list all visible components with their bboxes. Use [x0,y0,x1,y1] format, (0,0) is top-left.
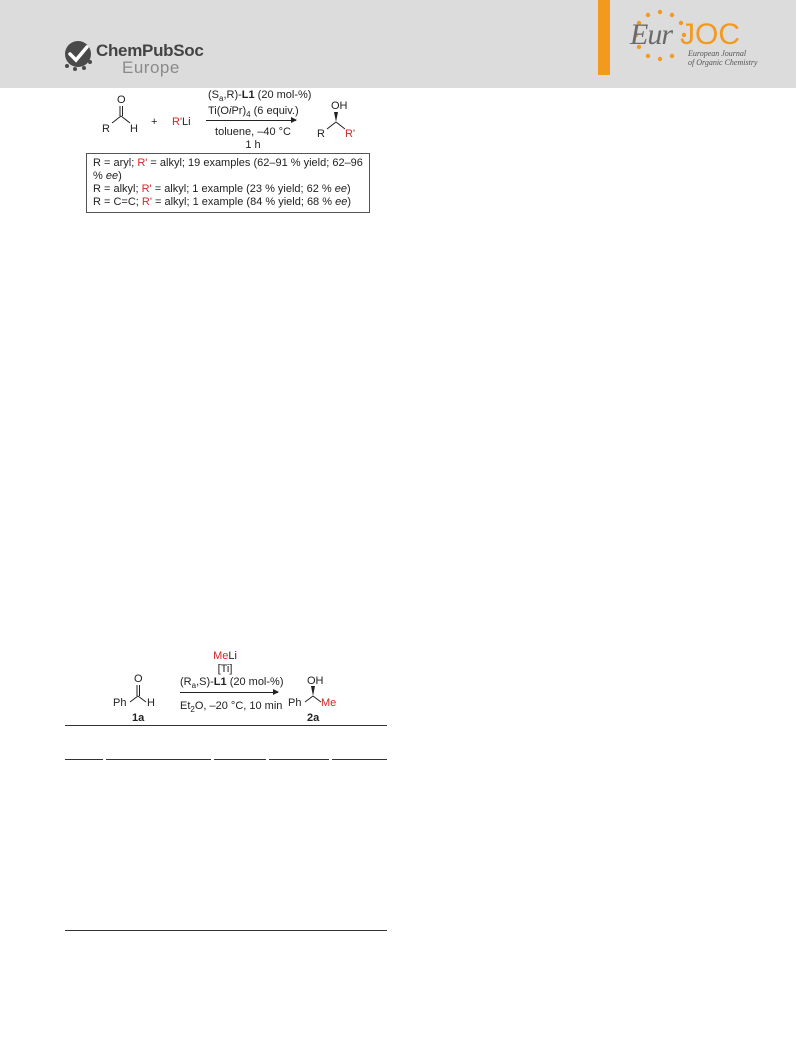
scope-row-aryl: R = aryl; R' = alkyl; 19 examples (62–91 % yield; 62–96 % ee) [93,157,363,182]
table-header-rule-segment [106,759,211,760]
substrate-phenyl: Ph [113,697,127,709]
scheme-2-conditions-bottom: $Et_2O$, –20 °C, 10 min [180,700,283,715]
table-header-rule-segment [332,759,387,760]
aldehyde-h: H [130,123,138,135]
titanium-reagent: [Ti] [217,663,233,675]
publisher-region: Europe [122,58,180,77]
catalyst-ligand: $(S_a,R)-L1$ (20 mol-%) [208,89,312,104]
aldehyde-r: R [102,123,110,135]
table-header-rule-segment [65,759,103,760]
product-label: 2a [307,712,320,724]
reaction-arrow-2 [180,692,278,693]
product-phenyl: Ph [288,697,302,709]
scope-row-alkyl: R = alkyl; R' = alkyl; 1 example (23 % yield; 62 % ee) [93,183,351,195]
substrate-oxygen: O [134,673,143,685]
journal-name-eur: Eur [630,18,672,51]
scheme-1-conditions-bottom: toluene, –40 °C 1 h [215,126,291,151]
substrate-h: H [147,697,155,709]
product-oh-2: OH [307,675,324,687]
publisher-name: ChemPubSoc [96,41,204,60]
product-r-prime: R' [345,128,356,140]
titanium-additive: $Ti(OiPr)_4$ (6 equiv.) [208,105,299,120]
scope-row-alkenyl: R = C=C; R' = alkyl; 1 example (84 % yield; 68 % ee) [93,196,351,208]
product-methyl: Me [321,697,337,709]
table-top-rule [65,725,387,726]
table-header-rule-segment [214,759,266,760]
catalyst-ligand-2: $(R_a,S)-L1$ (20 mol-%) [180,676,284,691]
scheme-2-conditions-top [180,650,284,692]
table-header-rule-segment [269,759,329,760]
organolithium-reagent: R'Li [172,116,191,128]
product-oh: OH [331,100,348,112]
product-r: R [317,128,325,140]
table-bottom-rule [65,930,387,931]
plus-sign: + [151,116,158,128]
substrate-label: 1a [132,712,145,724]
aldehyde-oxygen: O [117,94,126,106]
journal-name-joc: JOC [680,18,740,51]
methyllithium: MeLi [213,650,237,662]
journal-subtitle: European Journal of Organic Chemistry [688,49,758,67]
